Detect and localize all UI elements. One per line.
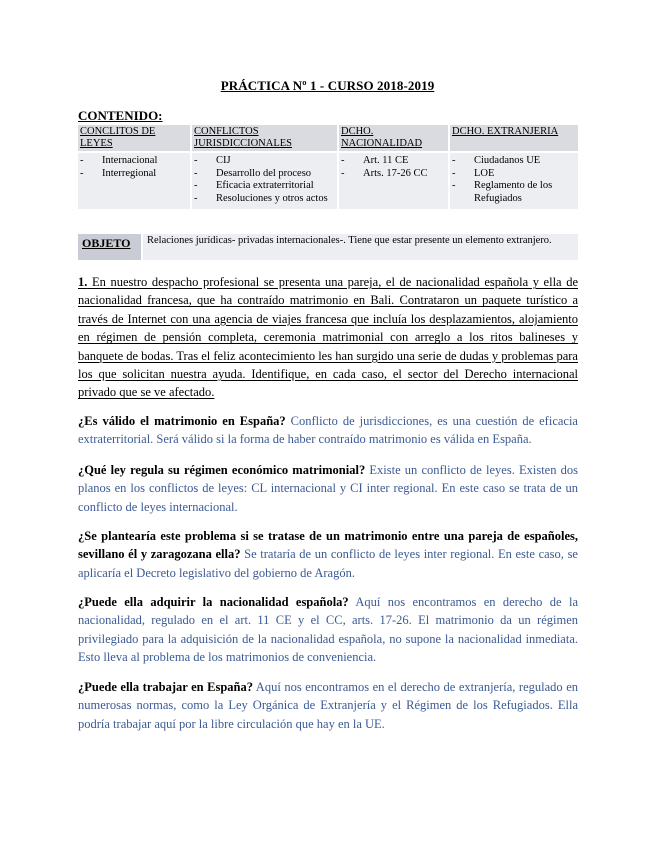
qa-block [78,461,578,516]
qa-block [78,593,578,667]
list-item: - Interregional [80,168,188,181]
list-item: - Desarrollo del proceso [194,168,335,181]
page-title: PRÁCTICA Nº 1 - CURSO 2018-2019 [220,78,435,93]
exercise-text: En nuestro despacho profesional se presenta una pareja, el de nacionalidad española y ella de nacionalidad francesa, que ha contraído matrimonio en Bali. Contrataron un paquete turístico a través de Internet con una agencia de viajes francesa que incluía los desplazamientos, alojamiento en régimen de pensión completa, ceremonia matrimonial con arreglo a los ritos balineses y banquete de bodas. Tras el feliz acontecimiento les han surgido una serie de dudas y problemas para los que solicitan nuestra ayuda. Identifique, en cada caso, el sector del Derecho internacional privado que se ve afectado. [78,275,578,400]
table-cell [449,152,578,209]
question: ¿Es válido el matrimonio en España? [78,414,286,428]
qa-block [78,527,578,582]
contenido-heading: CONTENIDO: [78,108,163,123]
question: ¿Se plantearía este problema si se tratase de un matrimonio entre una pareja de españoles, sevillano él y zaragozana ella? [78,529,578,562]
table-cell [338,152,449,209]
objeto-label: OBJETO [78,234,141,260]
answer: Aquí nos encontramos en derecho de la nacionalidad, regulado en el art. 11 CE y el CC, arts. 17-26. El matrimonio da un régimen privilegiado para la adquisición de la nacionalidad española, no supone la nacionalidad inmediata. Esto lleva al problema de los matrimonios de conveniencia. [78,595,578,665]
exercise-statement [78,273,578,402]
answer: Conflicto de jurisdicciones, es una cuestión de eficacia extraterritorial. Será válido si la forma de haber contraído matrimonio es válida en España. [78,414,578,447]
list-item: - Art. 11 CE [341,155,446,168]
column-header-conflictos-jurisdiccionales: CONFLICTOS JURISDICCIONALES [191,125,338,152]
column-header-conflictos-leyes: CONCLITOS DE LEYES [78,125,191,152]
answer: Existe un conflicto de leyes. Existen dos planos en los conflictos de leyes: CL internacional y CI inter regional. En este caso se trata de un conflicto de leyes internacional. [78,463,578,514]
exercise-number: 1. [78,275,88,289]
answer: Se trataría de un conflicto de leyes inter regional. En este caso, se aplicaría el Decreto legislativo del gobierno de Aragón. [78,547,578,580]
list-item: - Ciudadanos UE [452,155,576,168]
list-item: - Reglamento de los Refugiados [452,180,576,205]
answer: Aquí nos encontramos en el derecho de extranjería, regulado en numerosas normas, como la Ley Orgánica de Extranjería y el Régimen de los Refugiados. Ella podría trabajar aquí por la libre circulación que hay en la UE. [78,680,578,731]
question: ¿Puede ella adquirir la nacionalidad española? [78,595,349,609]
qa-block [78,678,578,733]
list-item: - Internacional [80,155,188,168]
table-cell [78,152,191,209]
contenido-table [78,125,578,209]
question: ¿Qué ley regula su régimen económico matrimonial? [78,463,366,477]
objeto-row [78,234,578,260]
question: ¿Puede ella trabajar en España? [78,680,253,694]
list-item: - Arts. 17-26 CC [341,168,446,181]
list-item: - LOE [452,168,576,181]
list-item: - Eficacia extraterritorial [194,180,335,193]
column-header-extranjeria: DCHO. EXTRANJERIA [449,125,578,152]
list-item: - Resoluciones y otros actos [194,193,335,206]
table-cell [191,152,338,209]
column-header-nacionalidad: DCHO. NACIONALIDAD [338,125,449,152]
qa-block [78,412,578,449]
objeto-text: Relaciones jurídicas- privadas internacionales-. Tiene que estar presente un elemento extranjero. [143,234,578,260]
list-item: - CIJ [194,155,335,168]
